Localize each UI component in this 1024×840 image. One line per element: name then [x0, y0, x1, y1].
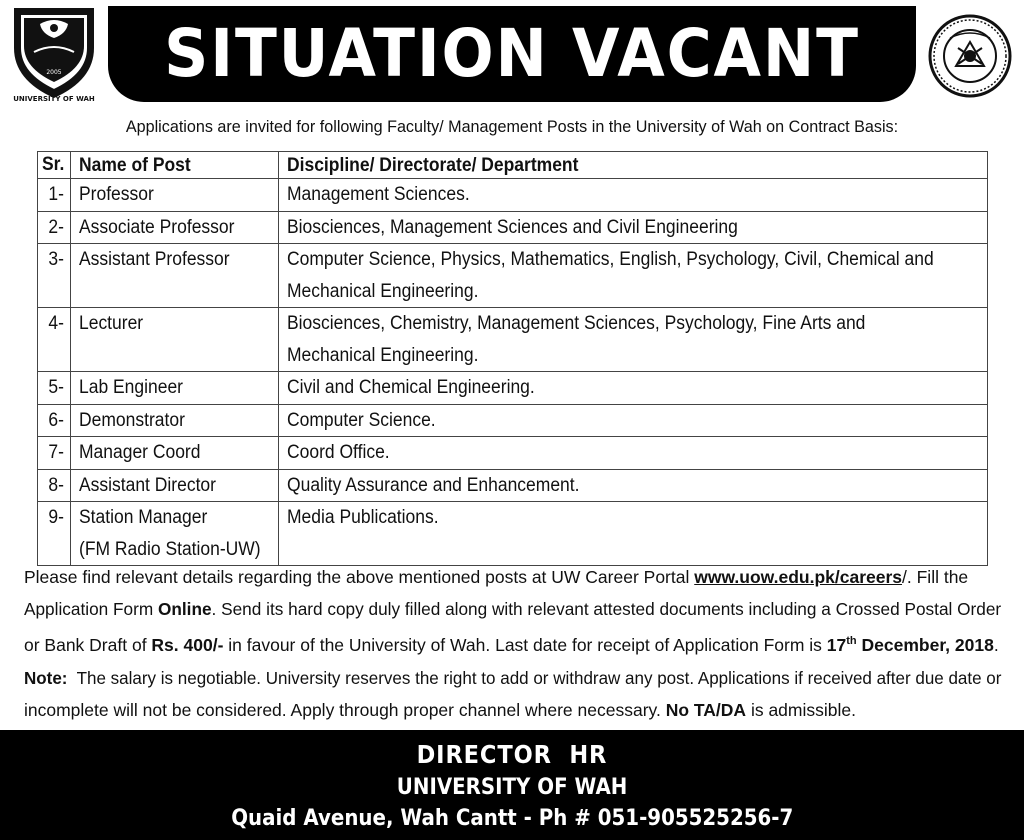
row-serial: 5- — [38, 372, 71, 405]
row-post-name: Associate Professor — [71, 211, 279, 244]
row-discipline: Management Sciences. — [279, 179, 988, 212]
footer-university: UNIVERSITY OF WAH — [396, 775, 628, 800]
table-row — [38, 404, 988, 437]
row-discipline: Biosciences, Chemistry, Management Sciences, Psychology, Fine Arts and Mechanical Engineering. — [279, 308, 988, 372]
row-serial: 6- — [38, 404, 71, 437]
table-row — [38, 308, 988, 372]
page-title: SITUATION VACANT — [164, 15, 860, 92]
intro-text: Applications are invited for following Faculty/ Management Posts in the University of Wah on Contract Basis: — [125, 117, 899, 136]
row-post-name: Assistant Director — [71, 469, 279, 502]
column-header-discipline: Discipline/ Directorate/ Department — [279, 152, 988, 179]
table-row — [38, 437, 988, 470]
no-ta-da-emphasis: No TA/DA — [665, 700, 747, 720]
note-paragraph: Note: The salary is negotiable. University reserves the right to add or withdraw any post. Applications if received after due date or incomplete will not be considered. Apply through proper channel where necessary. No TA/DA is admissible. — [24, 668, 1002, 720]
row-serial: 3- — [38, 244, 71, 308]
note-label: Note: — [24, 668, 68, 688]
row-post-name: Manager Coord — [71, 437, 279, 470]
row-post-name: Demonstrator — [71, 404, 279, 437]
row-serial: 4- — [38, 308, 71, 372]
ordnance-factories-seal-icon — [920, 14, 1020, 98]
career-portal-link[interactable]: www.uow.edu.pk/careers — [694, 567, 903, 587]
row-serial: 2- — [38, 211, 71, 244]
table-row — [38, 211, 988, 244]
row-post-name: Lecturer — [71, 308, 279, 372]
advertisement-header — [0, 0, 1024, 108]
table-row — [38, 372, 988, 405]
application-details: Please find relevant details regarding the above mentioned posts at UW Career Portal www.uow.edu.pk/careers/. Fill the Application Form Online. Send its hard copy duly filled along with relevant attested documents including a Crossed Postal Order or Bank Draft of Rs. 400/- in favour of the University of Wah. Last date for receipt of Application Form is 17th December, 2018. — [24, 567, 1002, 655]
row-discipline: Biosciences, Management Sciences and Civil Engineering — [279, 211, 988, 244]
table-row — [38, 179, 988, 212]
row-discipline: Computer Science. — [279, 404, 988, 437]
column-header-sr: Sr. — [38, 152, 71, 179]
table-row — [38, 469, 988, 502]
row-post-name: Professor — [71, 179, 279, 212]
footer-director: DIRECTOR HR — [416, 740, 608, 769]
footer-address: Quaid Avenue, Wah Cantt - Ph # 051-905525256-7 — [230, 806, 794, 831]
university-of-wah-crest-icon — [8, 4, 100, 102]
footer-contact — [0, 730, 1024, 840]
row-discipline: Computer Science, Physics, Mathematics, English, Psychology, Civil, Chemical and Mechanical Engineering. — [279, 244, 988, 308]
row-post-name: Lab Engineer — [71, 372, 279, 405]
row-discipline: Media Publications. — [279, 502, 988, 566]
row-post-name: Assistant Professor — [71, 244, 279, 308]
table-row — [38, 502, 988, 566]
table-row — [38, 244, 988, 308]
title-banner — [108, 6, 916, 102]
row-serial: 8- — [38, 469, 71, 502]
row-discipline: Coord Office. — [279, 437, 988, 470]
vacancy-table — [37, 151, 988, 566]
row-serial: 7- — [38, 437, 71, 470]
row-discipline: Quality Assurance and Enhancement. — [279, 469, 988, 502]
svg-text:2005: 2005 — [46, 69, 62, 76]
table-header-row — [38, 152, 988, 179]
online-emphasis: Online — [157, 599, 212, 619]
row-discipline: Civil and Chemical Engineering. — [279, 372, 988, 405]
fee-amount: Rs. 400/- — [151, 634, 224, 655]
row-serial: 1- — [38, 179, 71, 212]
row-post-name: Station Manager (FM Radio Station-UW) — [71, 502, 279, 566]
last-date: 17th December, 2018 — [826, 634, 994, 655]
row-serial: 9- — [38, 502, 71, 566]
svg-text:UNIVERSITY OF WAH: UNIVERSITY OF WAH — [13, 95, 95, 102]
column-header-post: Name of Post — [71, 152, 279, 179]
